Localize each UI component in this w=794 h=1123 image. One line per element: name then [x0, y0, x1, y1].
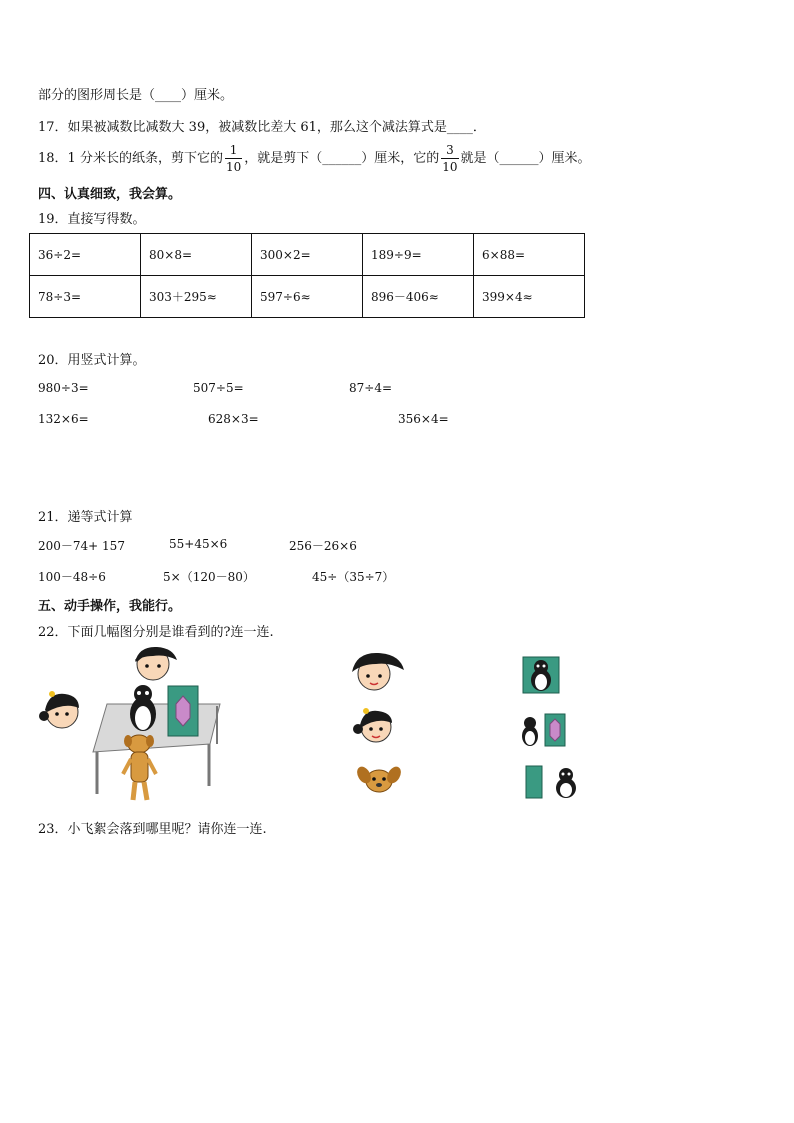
- dog-leg: [144, 782, 147, 800]
- fraction-numerator: 3: [441, 142, 458, 159]
- view-box-penguin-right: [524, 764, 582, 800]
- girl-eye: [65, 712, 69, 716]
- fraction-denominator: 10: [442, 160, 458, 174]
- table-cell: 896－406≈: [363, 276, 474, 318]
- view-penguin-front-box: [522, 656, 560, 694]
- penguin-belly: [135, 706, 151, 730]
- table-cell: 300×2=: [252, 234, 363, 276]
- q21-expr: 45÷（35÷7）: [312, 570, 395, 584]
- q21-expr: 200－74+ 157: [38, 539, 125, 553]
- girl-eye: [55, 712, 59, 716]
- q20-expr: 132×6=: [38, 412, 89, 426]
- q20: 20．用竖式计算。: [38, 353, 146, 368]
- q18: [38, 142, 591, 175]
- table-cell: 36÷2=: [30, 234, 141, 276]
- q20-expr: 628×3=: [208, 412, 259, 426]
- dog-body: [131, 752, 148, 782]
- table-cell: 303＋295≈: [141, 276, 252, 318]
- q19: 19．直接写得数。: [38, 212, 146, 227]
- q20-expr: 980÷3=: [38, 381, 89, 395]
- table-cell: 78÷3=: [30, 276, 141, 318]
- q21-expr: 256－26×6: [289, 539, 357, 553]
- q23: 23．小飞絮会落到哪里呢？请你连一连.: [38, 822, 267, 837]
- table-cell: 80×8=: [141, 234, 252, 276]
- view-penguin-left-box: [519, 712, 567, 748]
- scene-illustration: [35, 644, 230, 806]
- girl-bun: [39, 711, 49, 721]
- table-row: [30, 234, 585, 276]
- girl-head-icon: [350, 703, 402, 745]
- dog-head-icon: [356, 762, 402, 798]
- table-row: [30, 276, 585, 318]
- dog-leg: [133, 782, 135, 800]
- dog-ear: [146, 735, 154, 747]
- q21-expr: 100－48÷6: [38, 570, 106, 584]
- boy-eye: [145, 664, 149, 668]
- dog-ear: [124, 735, 132, 747]
- q21: 21．递等式计算: [38, 510, 133, 525]
- q16-tail: 部分的图形周长是（____）厘米。: [38, 88, 234, 103]
- table-top: [93, 704, 220, 752]
- q21-expr: 5×（120－80）: [163, 570, 255, 584]
- boy-eye: [157, 664, 161, 668]
- q20-expr: 507÷5=: [193, 381, 244, 395]
- section-5-heading: 五、动手操作，我能行。: [38, 599, 182, 614]
- q20-expr: 356×4=: [398, 412, 449, 426]
- penguin-head: [134, 685, 152, 703]
- q18-part-c: 就是（______）厘米。: [460, 151, 591, 166]
- table-cell: 6×88=: [474, 234, 585, 276]
- table-cell: 597÷6≈: [252, 276, 363, 318]
- penguin-eye: [145, 691, 149, 695]
- girl-bow: [49, 691, 55, 697]
- q17: 17．如果被减数比减数大 39，被减数比差大 61，那么这个减法算式是____．: [38, 120, 486, 135]
- q21-expr: 55+45×6: [169, 537, 228, 551]
- section-4-heading: 四、认真细致，我会算。: [38, 187, 182, 202]
- q19-table: [29, 233, 585, 318]
- fraction-denominator: 10: [225, 160, 242, 174]
- table-cell: 399×4≈: [474, 276, 585, 318]
- q22: 22．下面几幅图分别是谁看到的?连一连.: [38, 625, 274, 640]
- fraction-three-tenths: [441, 142, 458, 175]
- penguin-eye: [137, 691, 141, 695]
- q18-part-a: 18．1 分米长的纸条，剪下它的: [38, 151, 223, 166]
- dog-arm: [148, 759, 156, 774]
- fraction-numerator: 1: [225, 142, 242, 159]
- q18-part-b: ，就是剪下（______）厘米，它的: [244, 151, 440, 166]
- boy-head-icon: [344, 650, 406, 692]
- dog-arm: [123, 759, 131, 774]
- q20-expr: 87÷4=: [349, 381, 393, 395]
- table-cell: 189÷9=: [363, 234, 474, 276]
- fraction-one-tenth: [225, 142, 242, 175]
